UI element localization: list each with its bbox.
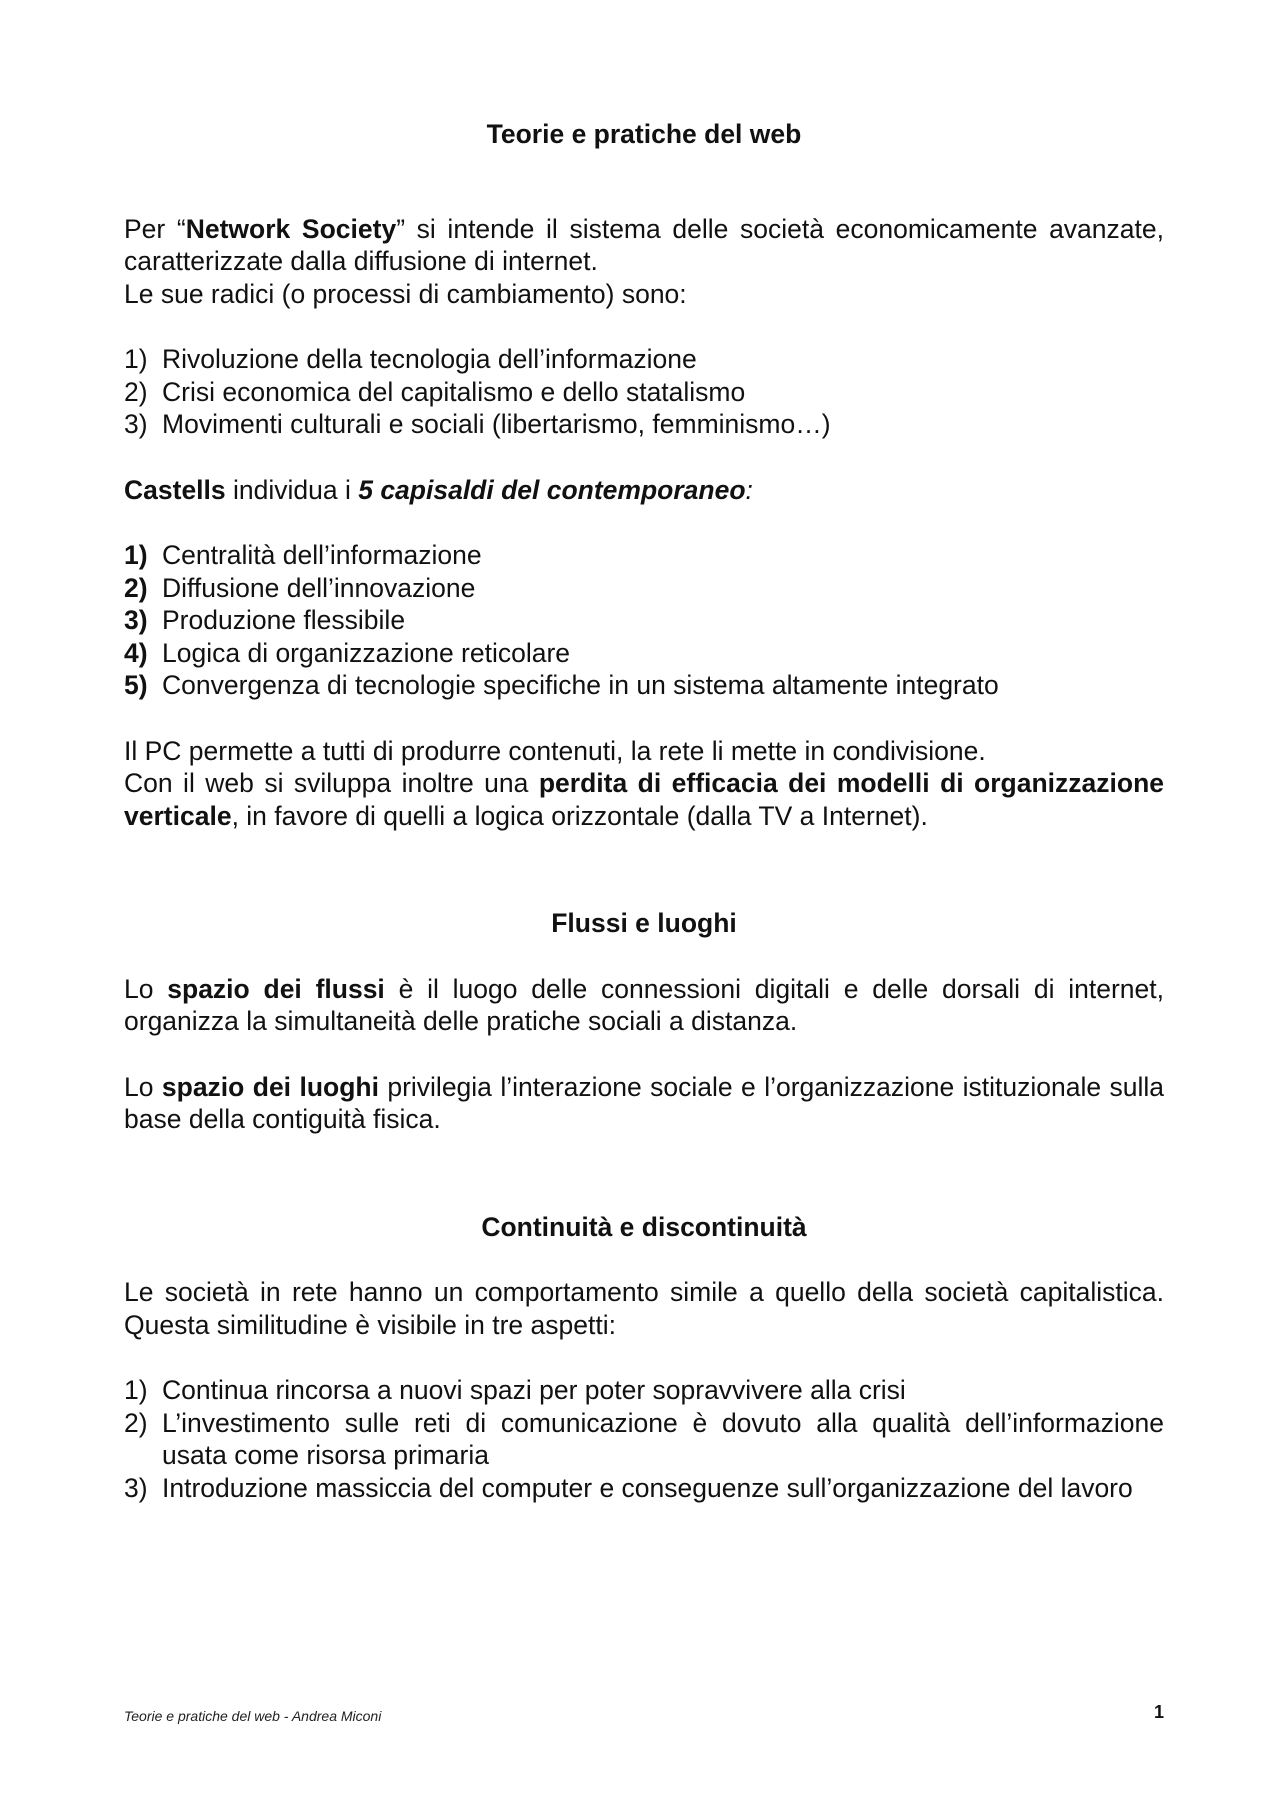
flussi-paragraph xyxy=(124,973,1164,1038)
list-number: 5) xyxy=(124,670,148,700)
flussi-text-c: è il luogo delle connessioni digitali e delle dorsali di internet, organizza la simultaneità delle pratiche sociali a distanza. xyxy=(124,973,1164,1036)
castells-paragraph xyxy=(124,474,1164,507)
aspects-list xyxy=(124,1374,1164,1504)
luoghi-paragraph xyxy=(124,1071,1164,1136)
pc-text-a: Con il web si sviluppa inoltre una xyxy=(124,768,539,798)
list-text: Diffusione dell’innovazione xyxy=(162,572,476,603)
roots-intro: Le sue radici (o processi di cambiamento) sono: xyxy=(124,278,687,309)
list-number: 2) xyxy=(124,572,148,603)
section-title-continuita: Continuità e discontinuità xyxy=(481,1211,807,1242)
list-item xyxy=(124,1472,1164,1505)
luoghi-text-a: Lo xyxy=(124,1071,162,1102)
pc-paragraph-line1: Il PC permette a tutti di produrre contenuti, la rete li mette in condivisione. xyxy=(124,735,986,766)
pc-text-bold: perdita di efficacia dei modelli di organizzazione verticale xyxy=(124,768,1164,831)
page-footer: Teorie e pratiche del web - Andrea Miconi xyxy=(124,1708,382,1724)
list-item xyxy=(124,572,1164,605)
castells-mid: individua i xyxy=(225,474,359,505)
flussi-text-a: Lo xyxy=(124,973,168,1004)
intro-text-a: Per “ xyxy=(124,213,186,244)
list-number: 1) xyxy=(124,540,148,570)
roots-list xyxy=(124,343,1164,441)
list-item xyxy=(124,1407,1164,1472)
list-number: 3) xyxy=(124,605,148,635)
list-text: Crisi economica del capitalismo e dello statalismo xyxy=(162,376,746,407)
list-item xyxy=(124,408,1164,441)
page-number: 1 xyxy=(1153,1702,1164,1722)
list-text: Produzione flessibile xyxy=(162,605,406,635)
castells-name: Castells xyxy=(124,474,226,505)
list-number: 1) xyxy=(124,344,148,374)
list-number: 3) xyxy=(124,409,148,439)
list-text: Convergenza di tecnologie specifiche in un sistema altamente integrato xyxy=(162,670,999,700)
continuita-paragraph: Le società in rete hanno un comportamento simile a quello della società capitalistica. Questa similitudine è visibile in tre aspetti: xyxy=(124,1277,1164,1340)
list-item xyxy=(124,669,1164,702)
luoghi-text-c: privilegia l’interazione sociale e l’organizzazione istituzionale sulla base della contiguità fisica. xyxy=(124,1071,1164,1134)
list-number: 1) xyxy=(124,1375,148,1405)
list-number: 4) xyxy=(124,637,148,668)
list-text: Continua rincorsa a nuovi spazi per poter sopravvivere alla crisi xyxy=(162,1375,906,1405)
list-item xyxy=(124,637,1164,670)
castells-colon: : xyxy=(745,474,753,505)
list-text: L’investimento sulle reti di comunicazione è dovuto alla qualità dell’informazione usata come risorsa primaria xyxy=(162,1407,1164,1470)
network-society-term: Network Society xyxy=(185,213,397,244)
list-item xyxy=(124,1374,1164,1407)
list-item xyxy=(124,539,1164,572)
document-page xyxy=(124,118,1164,1504)
list-item xyxy=(124,376,1164,409)
list-item xyxy=(124,343,1164,376)
page-title: Teorie e pratiche del web xyxy=(486,119,802,149)
flussi-term: spazio dei flussi xyxy=(167,973,385,1004)
intro-text-c: ” si intende il sistema delle società economicamente avanzate, caratterizzate dalla diffusione di internet. xyxy=(124,213,1164,276)
list-text: Movimenti culturali e sociali (libertarismo, femminismo…) xyxy=(162,409,831,439)
list-number: 3) xyxy=(124,1472,148,1503)
castells-emphasis: 5 capisaldi del contemporaneo xyxy=(358,474,746,505)
pc-text-c: , in favore di quelli a logica orizzontale (dalla TV a Internet). xyxy=(231,800,928,831)
intro-paragraph xyxy=(124,213,1164,278)
pc-paragraph xyxy=(124,767,1164,832)
list-text: Logica di organizzazione reticolare xyxy=(162,637,571,668)
list-number: 2) xyxy=(124,376,148,407)
section-title-flussi: Flussi e luoghi xyxy=(551,908,737,938)
list-text: Centralità dell’informazione xyxy=(162,540,482,570)
list-number: 2) xyxy=(124,1407,148,1438)
list-item xyxy=(124,604,1164,637)
list-text: Introduzione massiccia del computer e conseguenze sull’organizzazione del lavoro xyxy=(162,1472,1133,1503)
list-text: Rivoluzione della tecnologia dell’informazione xyxy=(162,344,697,374)
luoghi-term: spazio dei luoghi xyxy=(161,1071,379,1102)
pillars-list xyxy=(124,539,1164,702)
